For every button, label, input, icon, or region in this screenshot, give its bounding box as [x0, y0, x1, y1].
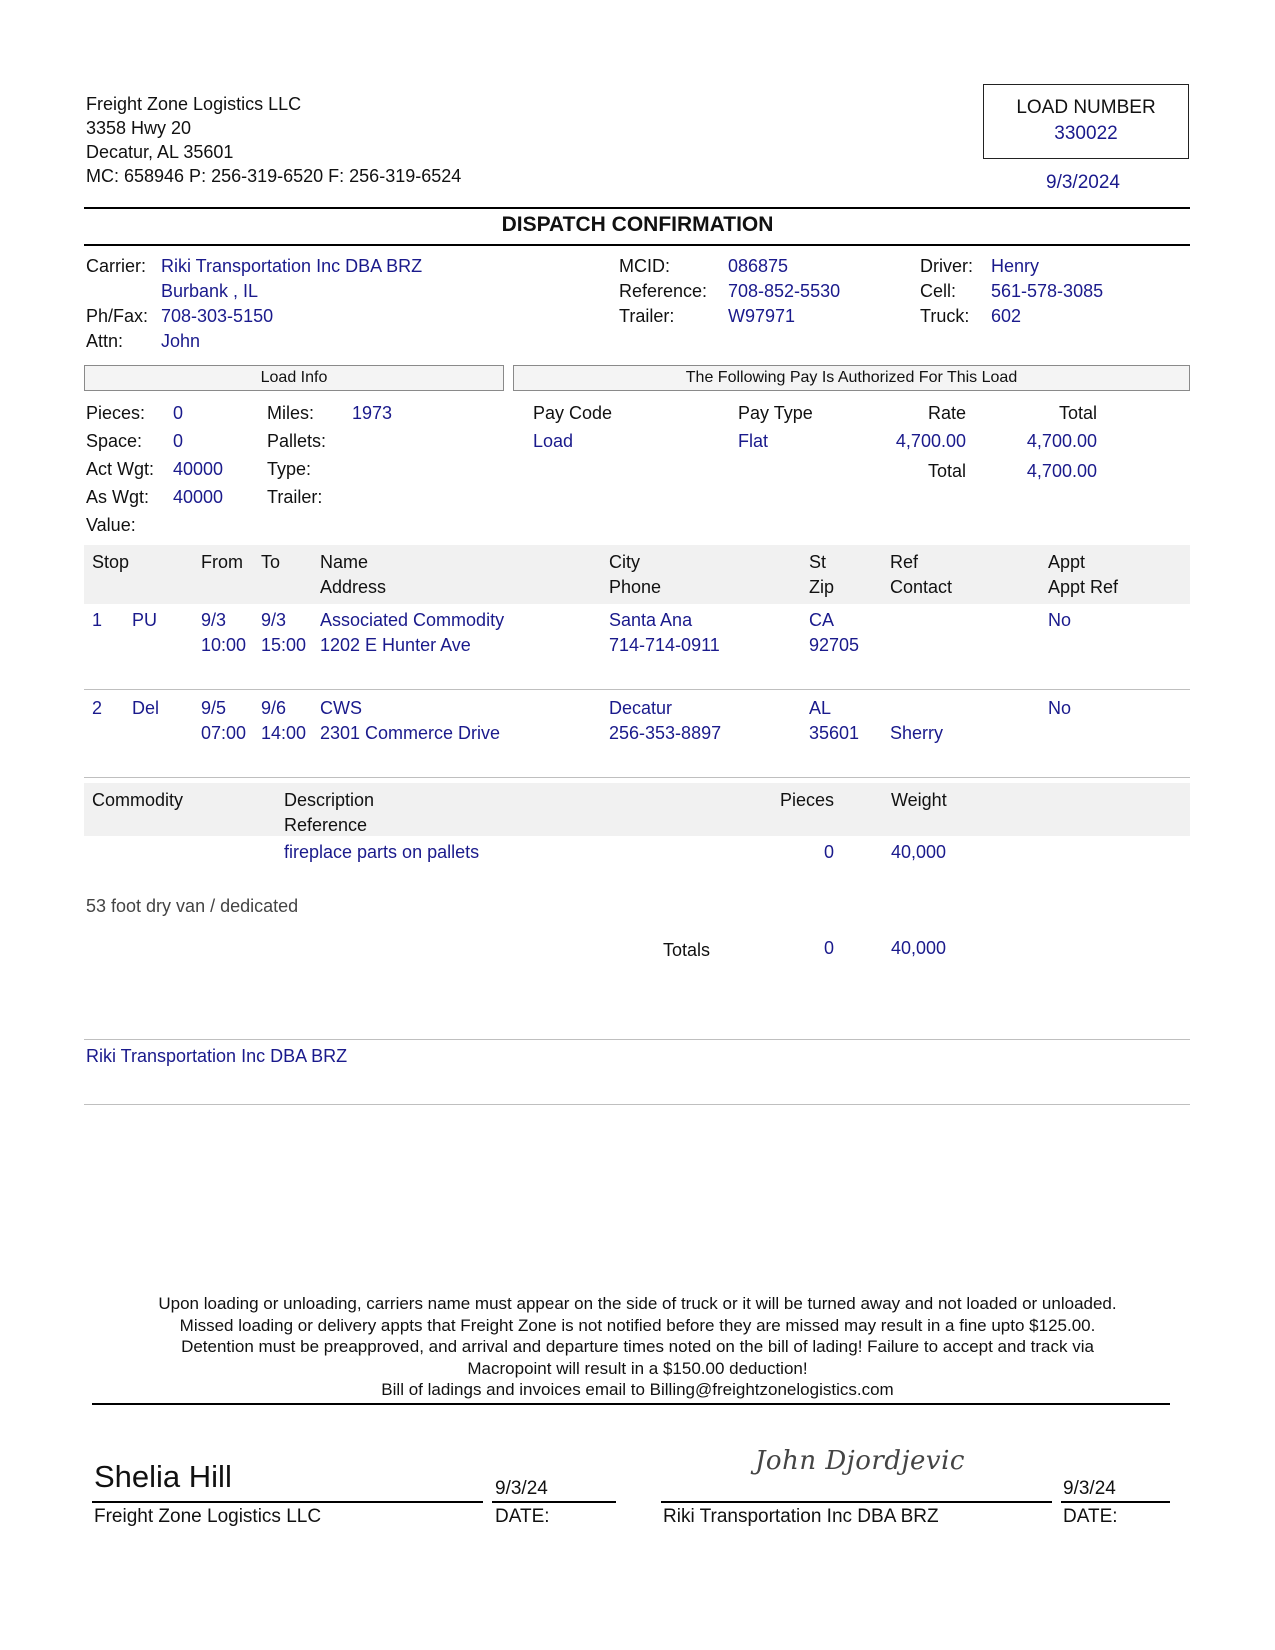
stops-col-phone: Phone [609, 577, 662, 597]
load-trailer-label: Trailer: [267, 487, 323, 507]
stops-col-appt-ref: Appt Ref [1048, 577, 1119, 597]
load-number-label: LOAD NUMBER [1016, 97, 1156, 118]
stop-name: Associated Commodity [320, 610, 505, 630]
driver-label: Driver: [920, 256, 973, 276]
stops-col-contact: Contact [890, 577, 953, 597]
act-wgt-label: Act Wgt: [86, 459, 155, 479]
mcid-label: MCID: [619, 256, 670, 276]
stops-col-city: City [609, 552, 640, 572]
stops-col-name: Name [320, 552, 369, 572]
company-block [86, 92, 461, 188]
terms-line: Missed loading or delivery appts that Freight Zone is not notified before they are missed may result in a fine upto $125.00. [179, 1315, 1096, 1335]
terms-line: Macropoint will result in a $150.00 deduction! [467, 1358, 808, 1378]
divider [84, 244, 1190, 246]
space-label: Space: [86, 431, 143, 451]
total-value: 4,700.00 [1026, 431, 1097, 451]
signature-line [1061, 1501, 1170, 1503]
right-date-label: DATE: [1063, 1506, 1118, 1527]
stops-col-ref: Ref [890, 552, 919, 572]
stop-address: 2301 Commerce Drive [320, 723, 501, 743]
stop-name: CWS [320, 698, 362, 718]
terms-block [0, 1293, 1275, 1401]
commodity-description: fireplace parts on pallets [284, 842, 480, 862]
load-date: 9/3/2024 [1046, 172, 1120, 193]
left-signature-date: 9/3/24 [495, 1478, 548, 1499]
attn-value: John [161, 331, 201, 351]
equipment-note: 53 foot dry van / dedicated [86, 896, 299, 916]
left-date-label: DATE: [495, 1506, 550, 1527]
stop-num: 1 [92, 610, 103, 630]
stop-address: 1202 E Hunter Ave [320, 635, 471, 655]
carrier-footer-name: Riki Transportation Inc DBA BRZ [86, 1046, 348, 1066]
driver-value: Henry [991, 256, 1040, 276]
stop-from-time: 07:00 [201, 723, 247, 743]
stop-city: Santa Ana [609, 610, 693, 630]
stops-col-st: St [809, 552, 827, 572]
phfax-label: Ph/Fax: [86, 306, 149, 326]
rate-header: Rate [927, 403, 966, 423]
pieces-value: 0 [173, 403, 184, 423]
stop-appt: No [1048, 698, 1072, 718]
pay-code-value: Load [533, 431, 574, 451]
totals-label: Totals [662, 940, 710, 960]
terms-line: Detention must be preapproved, and arrival and departure times noted on the bill of lading! Failure to accept and track via [181, 1337, 1094, 1356]
commodity-col-weight: Weight [891, 790, 947, 810]
stop-zip: 92705 [809, 635, 860, 655]
reference-value: 708-852-5530 [728, 281, 841, 301]
stops-col-to: To [261, 552, 281, 572]
cell-label: Cell: [920, 281, 957, 301]
signature-line [92, 1501, 483, 1503]
left-signature-name: Shelia Hill [94, 1459, 232, 1494]
pay-header: The Following Pay Is Authorized For This Load [513, 365, 1190, 391]
rate-value: 4,700.00 [895, 431, 966, 451]
commodity-col-reference: Reference [284, 815, 368, 835]
page-title: DISPATCH CONFIRMATION [501, 213, 774, 236]
load-number-value: 330022 [1054, 123, 1118, 144]
stop-to-date: 9/6 [261, 698, 287, 718]
carrier-city: Burbank , IL [161, 281, 259, 301]
act-wgt-value: 40000 [173, 459, 224, 479]
stop-st: AL [809, 698, 832, 718]
company-address2: Decatur, AL 35601 [86, 142, 234, 162]
terms-line: Upon loading or unloading, carriers name must appear on the side of truck or it will be turned away and not loaded or unloaded. [158, 1294, 1117, 1313]
stops-col-zip: Zip [809, 577, 835, 597]
reference-label: Reference: [619, 281, 708, 301]
pay-type-value: Flat [738, 431, 769, 451]
truck-value: 602 [991, 306, 1022, 326]
miles-label: Miles: [267, 403, 315, 423]
pay-type-header: Pay Type [738, 403, 813, 423]
trailer-value: W97971 [728, 306, 796, 326]
stops-col-address: Address [320, 577, 387, 597]
stop-to-time: 15:00 [261, 635, 307, 655]
as-wgt-label: As Wgt: [86, 487, 150, 507]
stop-st: CA [809, 610, 835, 630]
signature-line [661, 1501, 1052, 1503]
phfax-value: 708-303-5150 [161, 306, 274, 326]
stop-type: Del [132, 698, 160, 718]
carrier-label: Carrier: [86, 256, 147, 276]
stop-city: Decatur [609, 698, 673, 718]
as-wgt-value: 40000 [173, 487, 224, 507]
left-signature-company: Freight Zone Logistics LLC [94, 1506, 322, 1527]
commodity-pieces: 0 [823, 842, 834, 862]
space-value: 0 [173, 431, 184, 451]
totals-weight: 40,000 [891, 938, 947, 958]
right-signature-company: Riki Transportation Inc DBA BRZ [663, 1506, 939, 1527]
load-info-header: Load Info [84, 365, 504, 391]
divider [84, 1104, 1190, 1105]
commodity-col-commodity: Commodity [92, 790, 184, 810]
type-label: Type: [267, 459, 312, 479]
divider [84, 777, 1190, 778]
pay-code-header: Pay Code [533, 403, 613, 423]
terms-line: Bill of ladings and invoices email to Billing@freightzonelogistics.com [381, 1380, 894, 1399]
divider [92, 1403, 1170, 1405]
right-signature: John Djordjevic [755, 1446, 965, 1476]
mcid-value: 086875 [728, 256, 789, 276]
commodity-weight: 40,000 [891, 842, 947, 862]
stop-zip: 35601 [809, 723, 860, 743]
company-contact: MC: 658946 P: 256-319-6520 F: 256-319-6524 [86, 166, 462, 186]
trailer-label: Trailer: [619, 306, 675, 326]
stop-num: 2 [92, 698, 103, 718]
pallets-label: Pallets: [267, 431, 327, 451]
signature-line [492, 1501, 616, 1503]
stop-from-date: 9/3 [201, 610, 227, 630]
stop-phone: 256-353-8897 [609, 723, 722, 743]
cell-value: 561-578-3085 [991, 281, 1104, 301]
pieces-label: Pieces: [86, 403, 146, 423]
commodity-header-band [84, 783, 1190, 836]
commodity-col-pieces: Pieces [779, 790, 834, 810]
total-header: Total [1058, 403, 1097, 423]
divider [84, 1039, 1190, 1040]
stops-col-from: From [201, 552, 243, 572]
stop-to-date: 9/3 [261, 610, 287, 630]
right-signature-date: 9/3/24 [1063, 1478, 1116, 1499]
pay-total-label: Total [927, 461, 966, 481]
attn-label: Attn: [86, 331, 124, 351]
company-address1: 3358 Hwy 20 [86, 118, 192, 138]
stop-from-time: 10:00 [201, 635, 247, 655]
truck-label: Truck: [920, 306, 970, 326]
stops-col-stop: Stop [92, 552, 130, 572]
value-label: Value: [86, 515, 136, 535]
load-number-box [983, 84, 1189, 159]
commodity-col-description: Description [284, 790, 375, 810]
miles-value: 1973 [352, 403, 393, 423]
stop-to-time: 14:00 [261, 723, 307, 743]
stop-appt: No [1048, 610, 1072, 630]
stop-from-date: 9/5 [201, 698, 227, 718]
divider [84, 207, 1190, 209]
divider [84, 689, 1190, 690]
pay-total-value: 4,700.00 [1026, 461, 1097, 481]
stop-contact: Sherry [890, 723, 944, 743]
totals-pieces: 0 [823, 938, 834, 958]
stops-col-appt: Appt [1048, 552, 1086, 572]
company-name: Freight Zone Logistics LLC [86, 94, 302, 114]
stop-type: PU [132, 610, 158, 630]
stop-phone: 714-714-0911 [609, 635, 720, 655]
carrier-name: Riki Transportation Inc DBA BRZ [161, 256, 423, 276]
